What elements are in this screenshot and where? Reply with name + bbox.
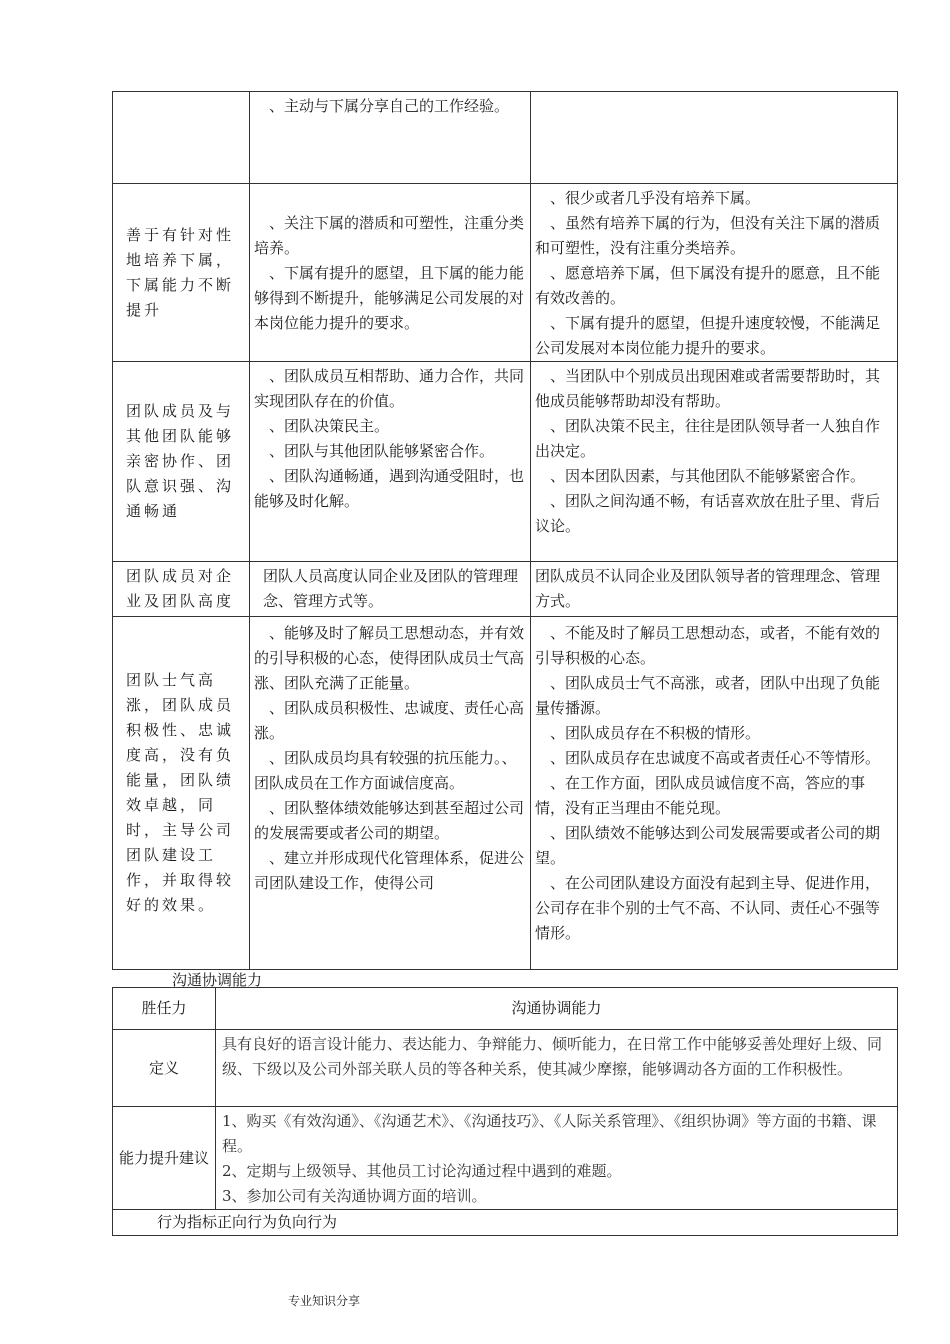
positive-behavior-cell [250,362,531,562]
indicator-cell: 团队成员及与其他团队能够亲密协作、团队意识强、沟通畅通 [113,362,250,562]
behavior-item: 、团队成员均具有较强的抗压能力。、团队成员在工作方面诚信度高。 [254,749,517,792]
negative-behavior-cell [531,92,898,184]
behavior-item: 、关注下属的潜质和可塑性，注重分类培养。 [254,214,525,257]
behavior-item: 、团队沟通畅通，遇到沟通受阻时，也能够及时化解。 [254,467,525,510]
behavior-item: 、团队决策民主。 [269,417,390,435]
behavior-item: 、很少或者几乎没有培养下属。 [550,189,761,207]
competency-table [112,987,898,1236]
list-item: 1、购买《有效沟通》、《沟通艺术》、《沟通技巧》、《人际关系管理》、《组织协调》等方面的书籍、课程。 [222,1112,877,1155]
indicator-cell: 团队士气高涨，团队成员积极性、忠诚度高，没有负能量，团队绩效卓越，同时，主导公司团队建设工作，并取得较好的效果。 [113,617,250,970]
behavior-item: 、团队成员士气不高涨，或者，团队中出现了负能量传播源。 [535,674,881,717]
negative-behavior-cell [531,362,898,562]
behavior-item: 团队人员高度认同企业及团队的管理理念、管理方式等。 [263,567,519,610]
list-item: 2、定期与上级领导、其他员工讨论沟通过程中遇到的难题。 [222,1162,622,1180]
behavior-item: 、在工作方面，团队成员诚信度不高，答应的事情，没有正当理由不能兑现。 [535,774,866,817]
negative-behavior-cell [531,184,898,362]
behavior-item: 、下属有提升的愿望，但提升速度较慢，不能满足公司发展对本岗位能力提升的要求。 [535,314,881,357]
suggestion-list [216,1107,898,1210]
behavior-item: 、团队绩效不能够达到公司发展需要或者公司的期望。 [535,824,881,867]
behavior-item: 、团队成员存在不积极的情形。 [550,724,761,742]
table-row [113,562,898,617]
behavior-indicator-table [112,91,898,970]
page-footer: 专业知识分享 [288,1294,361,1308]
definition-label: 定义 [113,1030,216,1107]
behavior-item: 、在公司团队建设方面没有起到主导、促进作用，公司存在非个别的士气不高、不认同、责任心不强等情形。 [535,874,881,942]
behavior-item: 、愿意培养下属，但下属没有提升的愿意，且不能有效改善的。 [535,264,881,307]
behavior-item: 、团队成员积极性、忠诚度、责任心高涨。 [254,699,525,742]
header-value: 沟通协调能力 [216,988,898,1030]
positive-behavior-cell [250,617,531,970]
table-row [113,988,898,1030]
table-row [113,184,898,362]
table-row [113,1030,898,1107]
behavior-item: 、建立并形成现代化管理体系，促进公司团队建设工作，使得公司 [254,849,525,892]
header-label: 胜任力 [113,988,216,1030]
behavior-item: 团队成员不认同企业及团队领导者的管理理念、管理方式。 [535,567,881,610]
positive-behavior-cell [250,184,531,362]
behavior-item: 、因本团队因素，与其他团队不能够紧密合作。 [550,467,866,485]
behavior-item: 、虽然有培养下属的行为，但没有关注下属的潜质和可塑性，没有注重分类培养。 [535,214,881,257]
behavior-item: 、团队与其他团队能够紧密合作。 [269,442,495,460]
behavior-item: 、主动与下属分享自己的工作经验。 [269,97,510,115]
table-row [113,92,898,184]
behavior-item: 、当团队中个别成员出现困难或者需要帮助时，其他成员能够帮助却没有帮助。 [535,367,881,410]
behavior-header-row: 行为指标正向行为负向行为 [113,1210,898,1236]
behavior-item: 、下属有提升的愿望，且下属的能力能够得到不断提升，能够满足公司发展的对本岗位能力提升的要求。 [254,264,525,332]
negative-behavior-cell [531,562,898,617]
table-row [113,1210,898,1236]
table-row [113,362,898,562]
indicator-cell: 团队成员对企业及团队高度 [113,562,250,617]
positive-behavior-cell [250,562,531,617]
behavior-item: 、能够及时了解员工思想动态，并有效的引导积极的心态，使得团队成员士气高涨、团队充满了正能量。 [254,624,525,692]
behavior-item: 、团队之间沟通不畅，有话喜欢放在肚子里、背后议论。 [535,492,881,535]
behavior-item: 、团队成员互相帮助、通力合作，共同实现团队存在的价值。 [254,367,525,410]
indicator-cell [113,92,250,184]
table-row [113,1107,898,1210]
table-row [113,617,898,970]
negative-behavior-cell [531,617,898,970]
definition-text: 具有良好的语言设计能力、表达能力、争辩能力、倾听能力，在日常工作中能够妥善处理好上级、同级、下级以及公司外部关联人员的等各种关系，使其减少摩擦，能够调动各方面的工作积极性。 [216,1030,898,1107]
positive-behavior-cell [250,92,531,184]
list-item: 3、参加公司有关沟通协调方面的培训。 [222,1187,487,1205]
indicator-cell: 善于有针对性地培养下属，下属能力不断提升 [113,184,250,362]
behavior-item: 、团队成员存在忠诚度不高或者责任心不等情形。 [550,749,881,767]
behavior-item: 、团队决策不民主，往往是团队领导者一人独自作出决定。 [535,417,881,460]
behavior-item: 、团队整体绩效能够达到甚至超过公司的发展需要或者公司的期望。 [254,799,525,842]
section-caption: 沟通协调能力 [172,971,263,989]
suggestion-label: 能力提升建议 [113,1107,216,1210]
behavior-item: 、不能及时了解员工思想动态，或者，不能有效的引导积极的心态。 [535,624,881,667]
